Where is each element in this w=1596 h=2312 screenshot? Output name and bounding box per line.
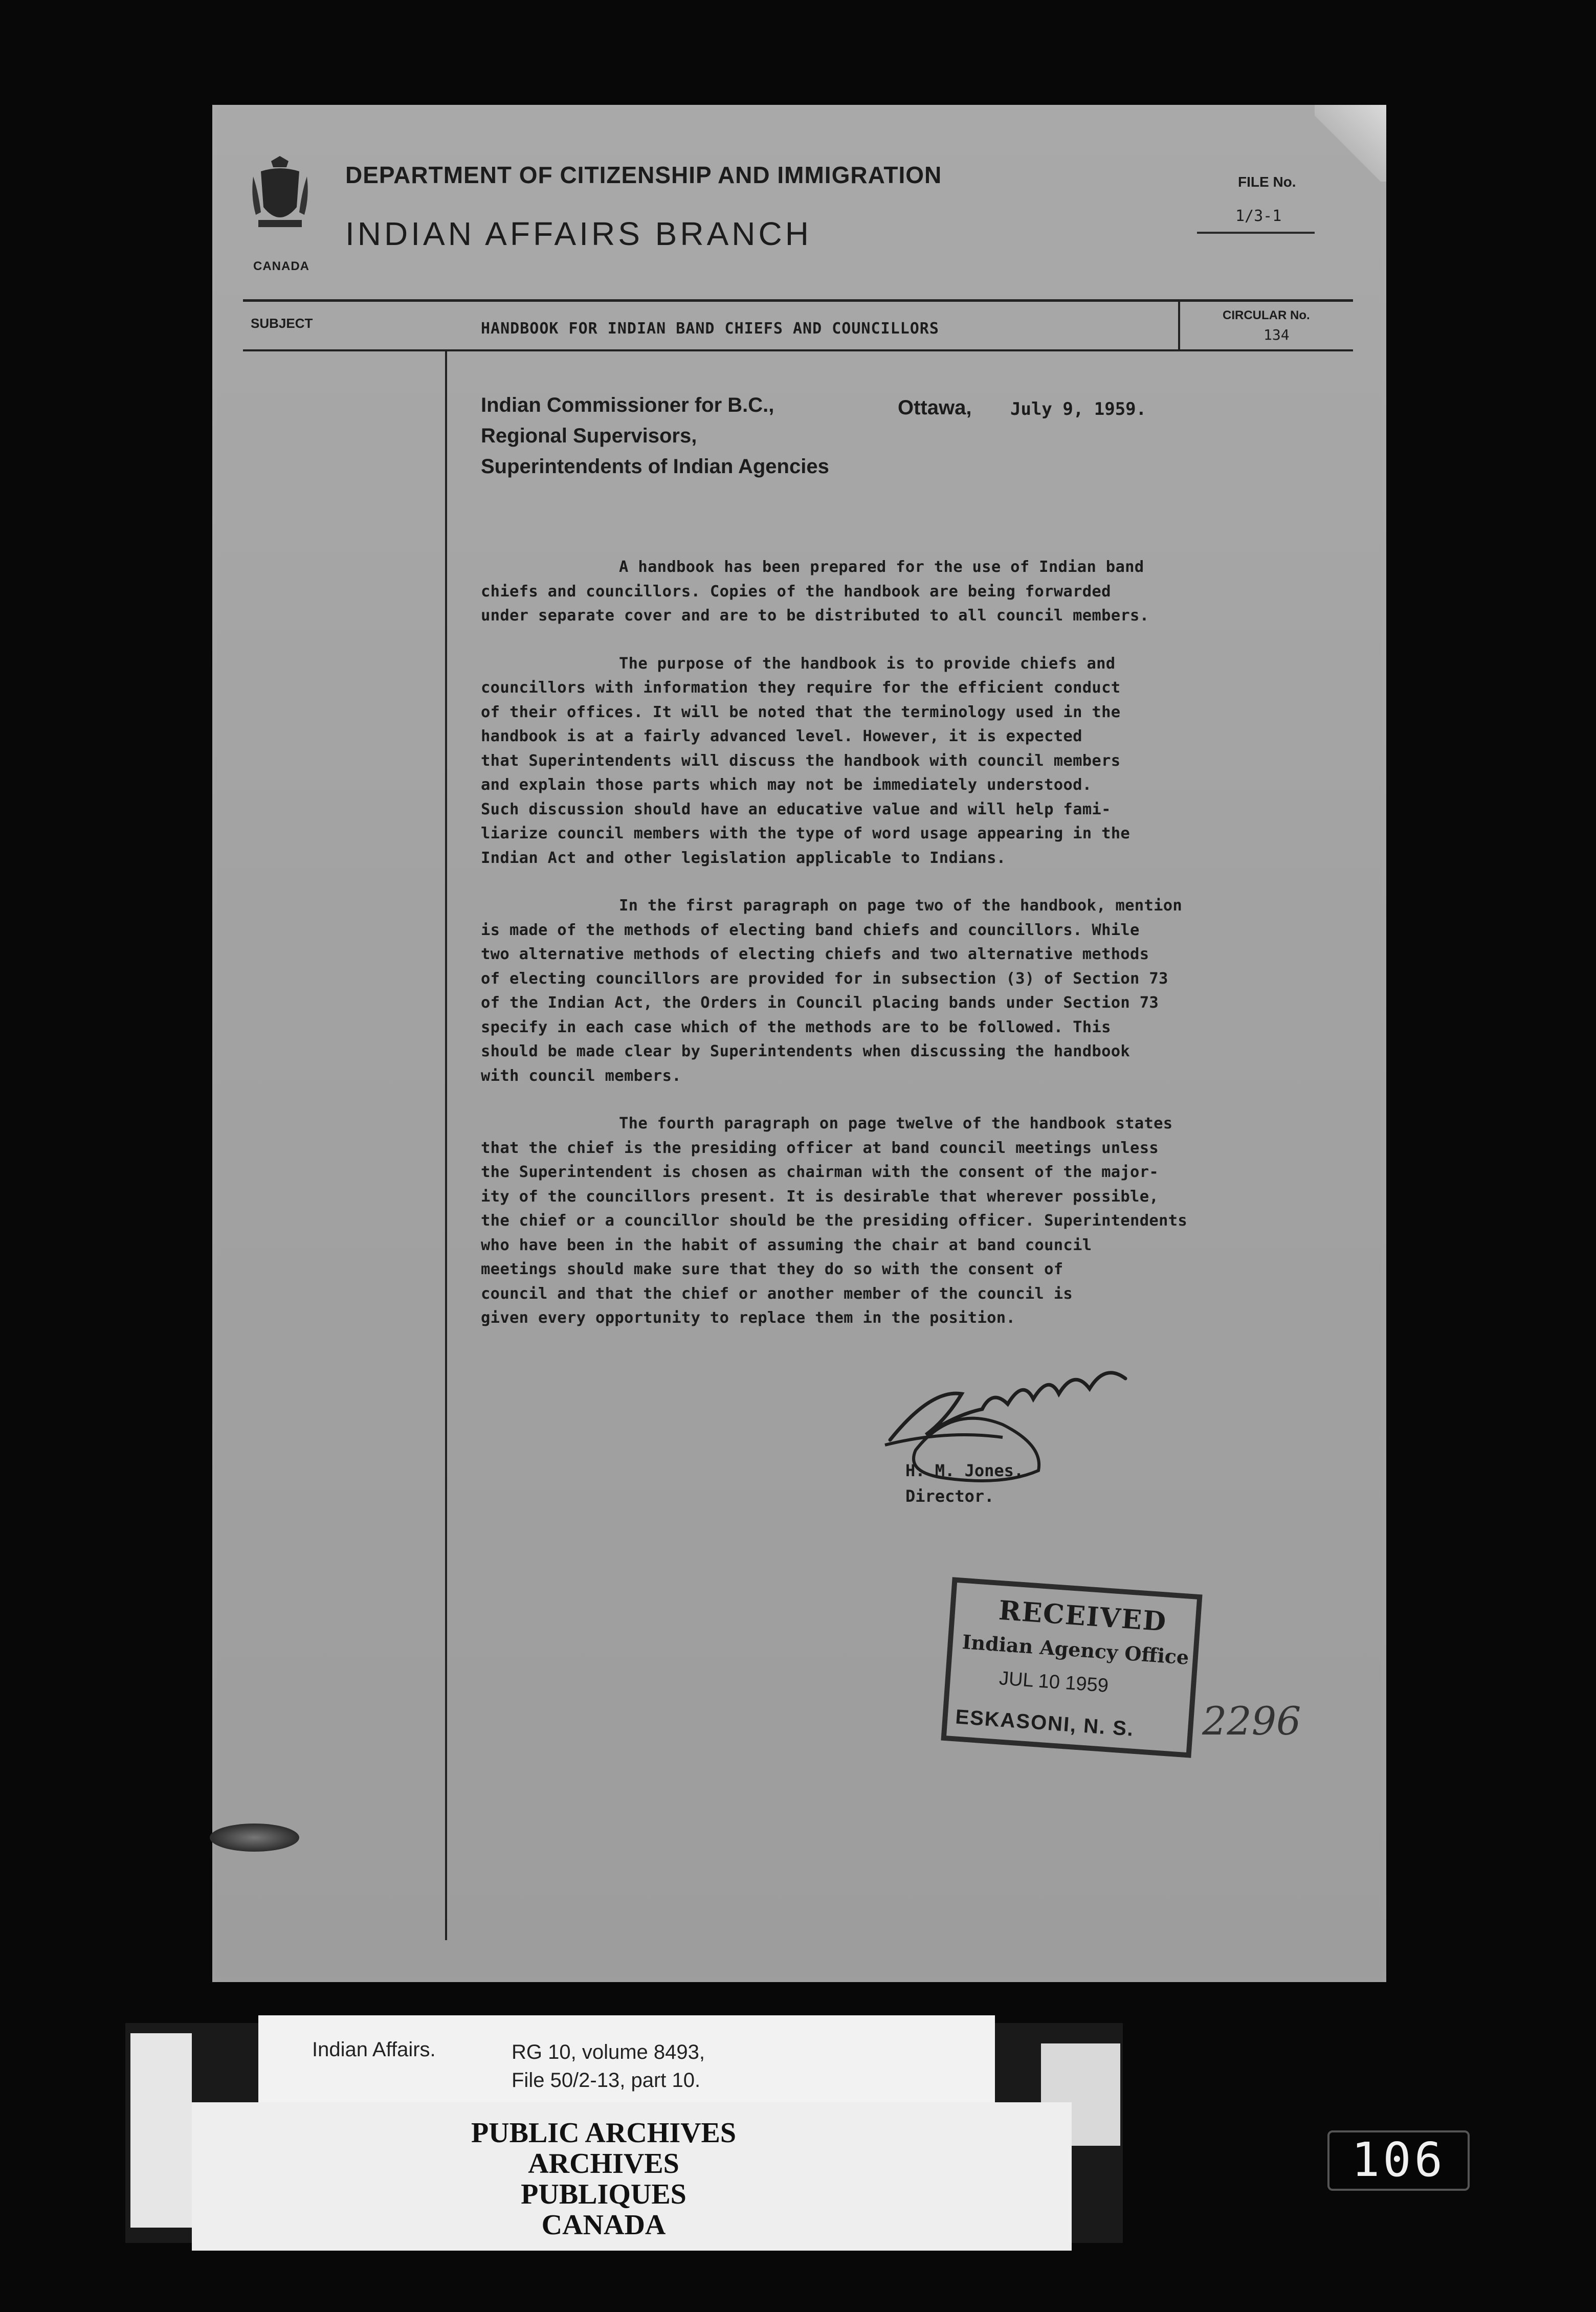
signatory xyxy=(905,1458,1024,1509)
subject-label: SUBJECT xyxy=(251,316,313,331)
body-line: Indian Act and other legislation applicable to Indians. xyxy=(481,849,1006,867)
file-number-rule xyxy=(1197,232,1315,234)
circular-number: 134 xyxy=(1264,326,1290,343)
body-line: liarize council members with the type of word usage appearing in the xyxy=(481,825,1130,842)
body-line: A handbook has been prepared for the use of Indian band xyxy=(619,558,1144,576)
body-line: is made of the methods of electing band chiefs and councillors. While xyxy=(481,921,1140,939)
body-line: of their offices. It will be noted that the terminology used in the xyxy=(481,703,1121,721)
addressee-line-3: Superintendents of Indian Agencies xyxy=(481,455,829,478)
archive-line: PUBLIC ARCHIVES xyxy=(471,2117,737,2149)
body-line: of the Indian Act, the Orders in Council placing bands under Section 73 xyxy=(481,994,1159,1012)
body-line: council and that the chief or another member of the council is xyxy=(481,1284,1073,1303)
paragraph-4 xyxy=(481,1111,1361,1330)
crest-label: CANADA xyxy=(253,259,309,273)
letter-place: Ottawa, xyxy=(898,396,972,419)
body-line: In the first paragraph on page two of the handbook, mention xyxy=(619,897,1183,915)
body-line: chiefs and councillors. Copies of the handbook are being forwarded xyxy=(481,582,1111,601)
header-rule-top xyxy=(243,299,1353,302)
stamp-date: JUL 10 1959 xyxy=(998,1668,1110,1697)
stamp-title: RECEIVED xyxy=(997,1594,1168,1638)
folded-corner xyxy=(1315,105,1386,182)
body-line: the Superintendent is chosen as chairman with the consent of the major- xyxy=(481,1163,1159,1181)
stamp-place: ESKASONI, N. S. xyxy=(955,1705,1135,1741)
body-line: Such discussion should have an educative value and will help fami- xyxy=(481,800,1111,818)
subject-text: HANDBOOK FOR INDIAN BAND CHIEFS AND COUNCILLORS xyxy=(481,320,939,338)
body-line: of electing councillors are provided for in subsection (3) of Section 73 xyxy=(481,969,1168,988)
addressee-line-2: Regional Supervisors, xyxy=(481,425,697,447)
file-reference: File 50/2-13, part 10. xyxy=(512,2069,701,2092)
body-line: and explain those parts which may not be immediately understood. xyxy=(481,776,1092,794)
paragraph-2 xyxy=(481,652,1361,871)
body-line: handbook is at a fairly advanced level. However, it is expected xyxy=(481,727,1082,745)
body-line: given every opportunity to replace them in the position. xyxy=(481,1309,1016,1327)
archive-name xyxy=(450,2118,757,2240)
body-line: The purpose of the handbook is to provide chiefs and xyxy=(619,654,1116,673)
circular-label: CIRCULAR No. xyxy=(1223,308,1310,322)
letter-page xyxy=(212,105,1386,1982)
collection-name: Indian Affairs. xyxy=(312,2038,436,2061)
label-strip-edge xyxy=(130,2033,192,2228)
file-number: 1/3-1 xyxy=(1235,207,1282,225)
body-line: ity of the councillors present. It is desirable that wherever possible, xyxy=(481,1187,1159,1206)
paragraph-3 xyxy=(481,894,1361,1088)
received-stamp xyxy=(941,1577,1202,1758)
body-line: specify in each case which of the methods are to be followed. This xyxy=(481,1018,1111,1036)
body-line: that the chief is the presiding officer at band council meetings unless xyxy=(481,1139,1159,1157)
header-rule-bottom xyxy=(243,349,1353,351)
coat-of-arms-icon xyxy=(251,156,309,233)
body-line: that Superintendents will discuss the handbook with council members xyxy=(481,751,1121,770)
stamp-number: 2296 xyxy=(1202,1698,1301,1744)
body-line: with council members. xyxy=(481,1066,681,1085)
archive-line: ARCHIVES PUBLIQUES xyxy=(521,2148,686,2210)
department-name: DEPARTMENT OF CITIZENSHIP AND IMMIGRATION xyxy=(345,162,942,188)
margin-rule xyxy=(445,349,447,1940)
body-line: The fourth paragraph on page twelve of the handbook states xyxy=(619,1115,1173,1132)
record-group: RG 10, volume 8493, xyxy=(512,2041,705,2063)
signatory-title: Director. xyxy=(905,1486,994,1506)
body-line: councillors with information they require for the efficient conduct xyxy=(481,679,1121,697)
paragraph-1 xyxy=(481,555,1361,628)
signatory-name: H. M. Jones, xyxy=(905,1461,1024,1480)
body-line: meetings should make sure that they do so with the consent of xyxy=(481,1260,1063,1278)
branch-name: INDIAN AFFAIRS BRANCH xyxy=(345,215,812,252)
stamp-office: Indian Agency Office xyxy=(961,1630,1190,1669)
letter-date: July 9, 1959. xyxy=(1010,399,1147,419)
body-line: who have been in the habit of assuming the chair at band council xyxy=(481,1236,1092,1254)
file-number-label: FILE No. xyxy=(1238,174,1296,190)
body-line: the chief or a councillor should be the presiding officer. Superintendents xyxy=(481,1212,1188,1230)
letter-body xyxy=(481,555,1361,1354)
body-line: under separate cover and are to be distributed to all council members. xyxy=(481,607,1149,625)
body-line: should be made clear by Superintendents when discussing the handbook xyxy=(481,1042,1130,1060)
frame-counter: 106 xyxy=(1327,2130,1470,2191)
body-line: two alternative methods of electing chiefs and two alternative methods xyxy=(481,945,1149,963)
circular-divider xyxy=(1178,300,1180,349)
archive-line: CANADA xyxy=(541,2209,666,2241)
film-glare xyxy=(210,1824,299,1852)
addressee-line-1: Indian Commissioner for B.C., xyxy=(481,394,774,416)
